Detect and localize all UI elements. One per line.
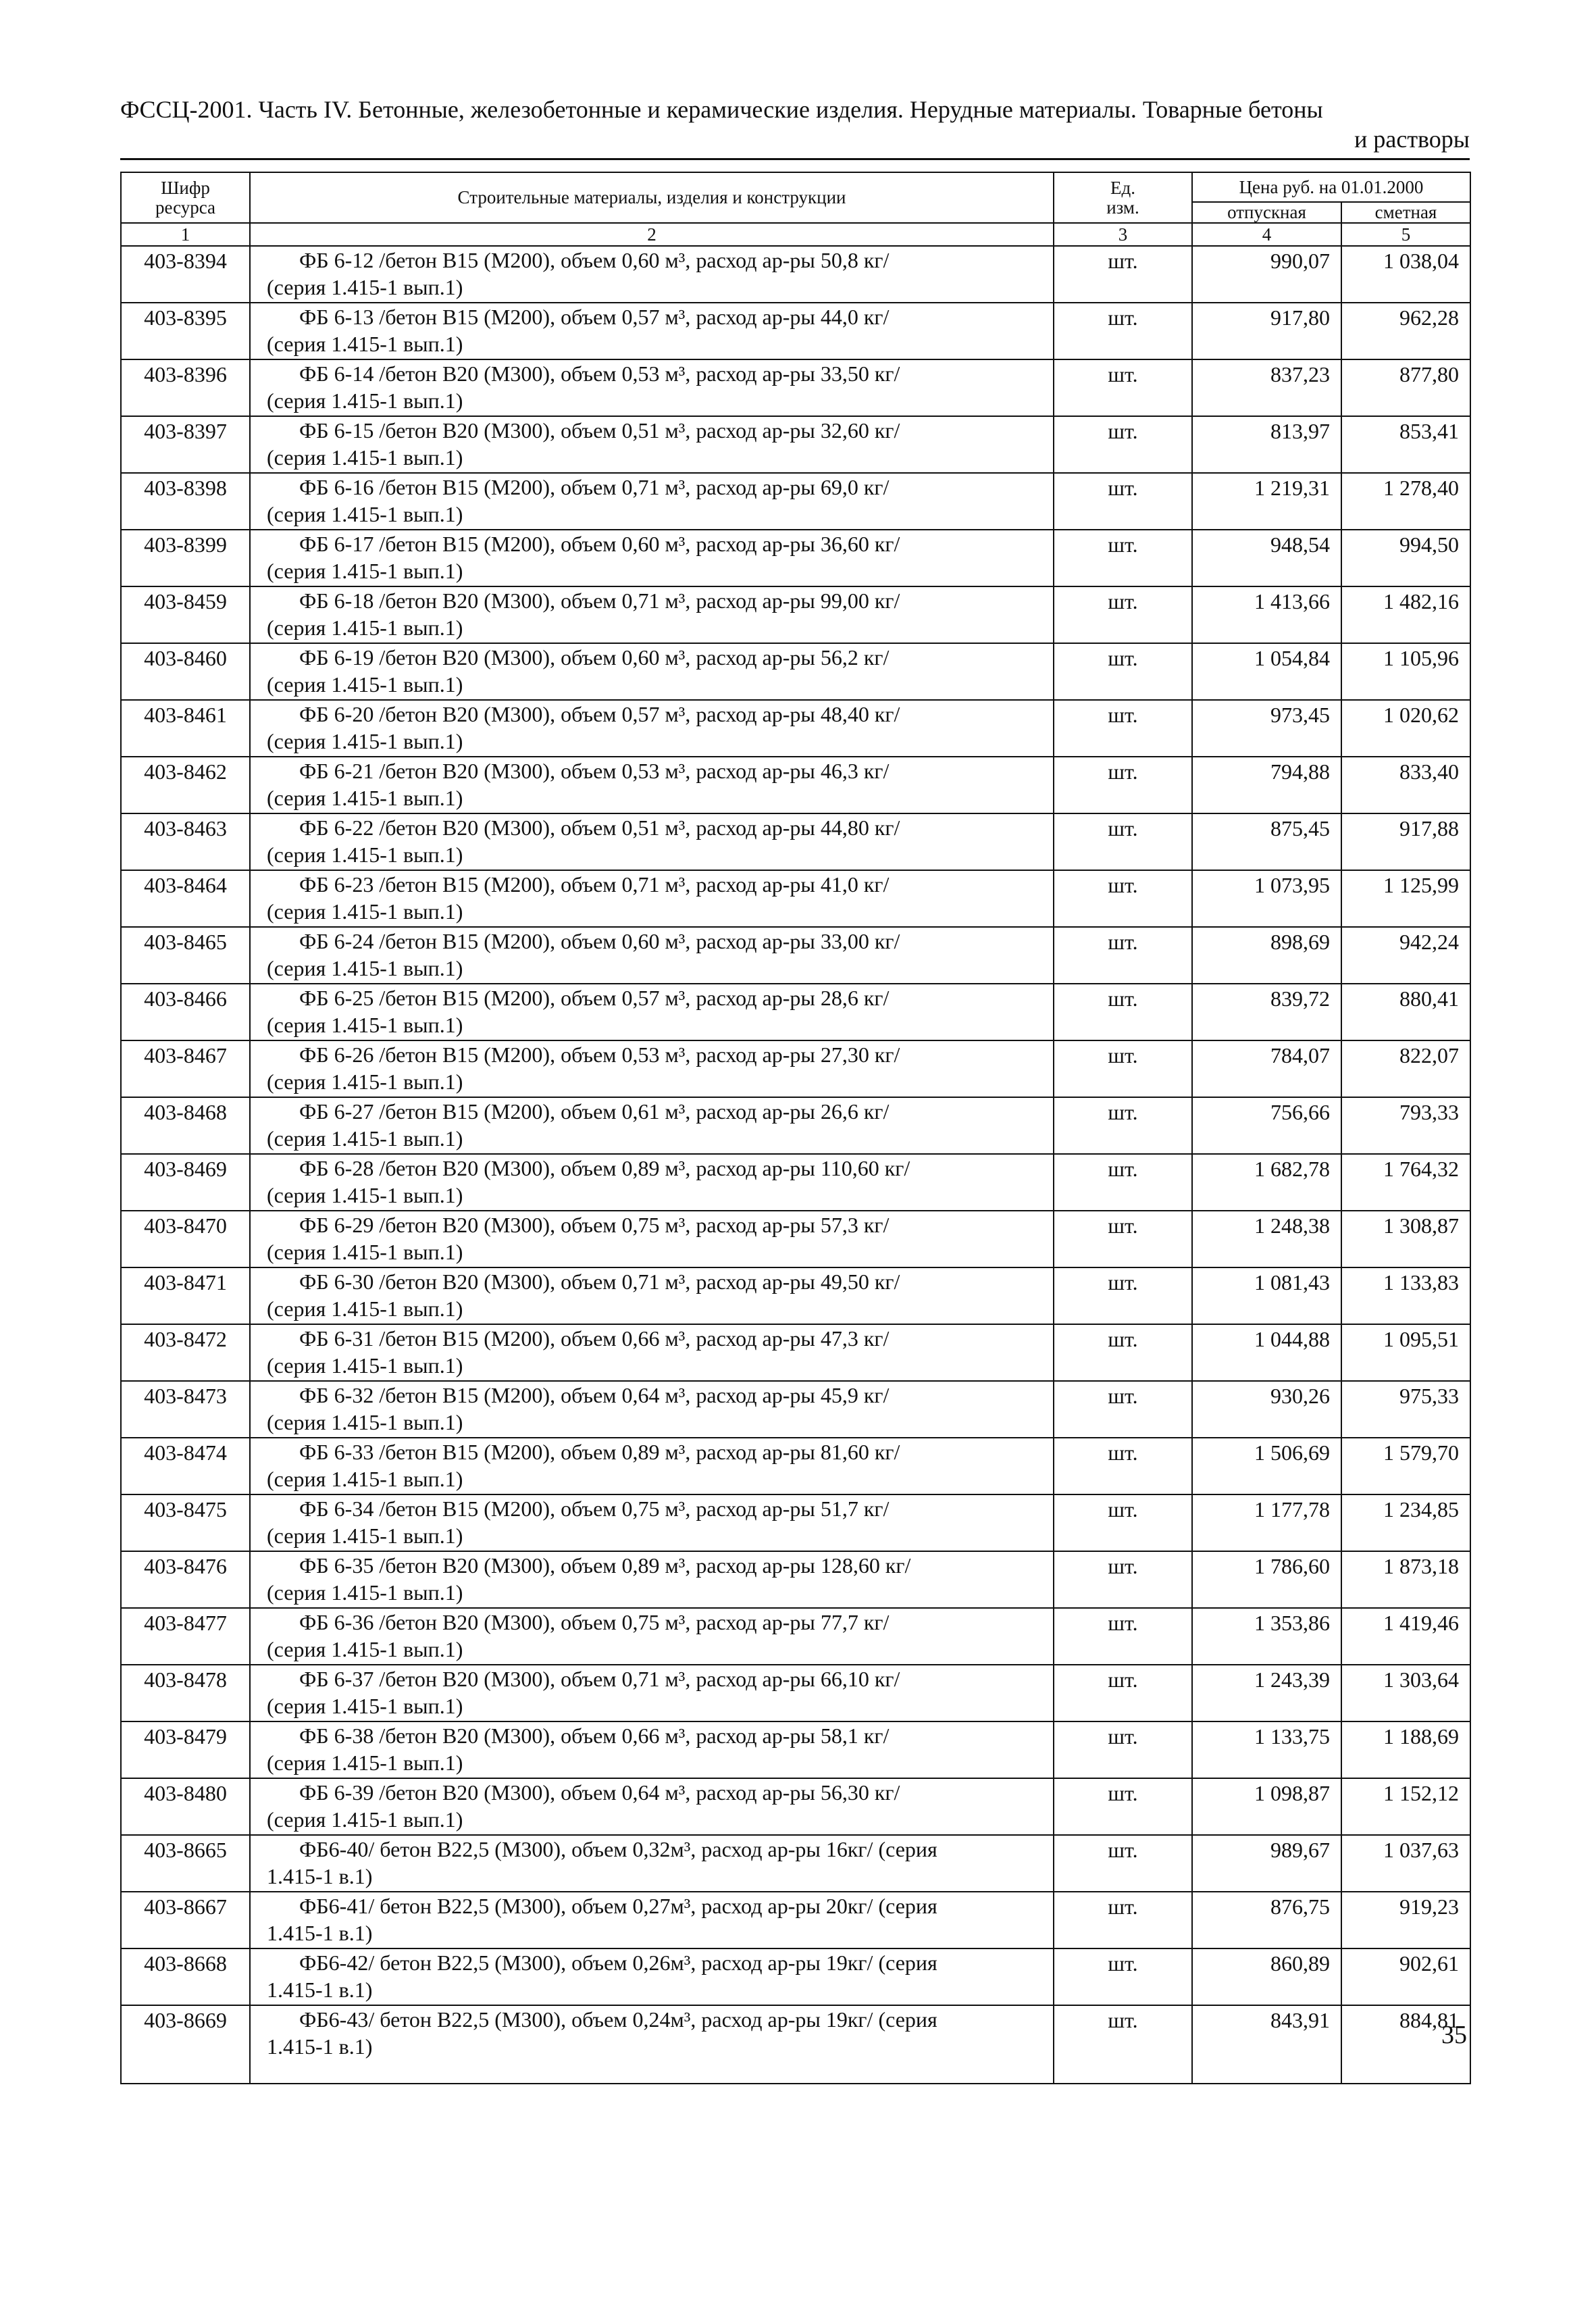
- item-description: [250, 1948, 1054, 2005]
- item-description: [250, 246, 1054, 303]
- release-price: 1 054,84: [1192, 643, 1341, 700]
- unit: шт.: [1054, 757, 1192, 813]
- unit: шт.: [1054, 1608, 1192, 1665]
- unit: шт.: [1054, 1494, 1192, 1551]
- item-description-line1: ФБ6-43/ бетон В22,5 (М300), объем 0,24м³, расход ар-ры 19кг/ (серия: [299, 2007, 937, 2032]
- estimate-price: 880,41: [1341, 984, 1470, 1040]
- item-description-line1: ФБ 6-35 /бетон В20 (М300), объем 0,89 м³, расход ар-ры 128,60 кг/: [299, 1553, 911, 1578]
- item-description: [250, 416, 1054, 473]
- unit: шт.: [1054, 1778, 1192, 1835]
- col-number-5: 5: [1341, 223, 1470, 246]
- item-description-line2: (серия 1.415-1 вып.1): [267, 956, 463, 980]
- release-price: 756,66: [1192, 1097, 1341, 1154]
- item-description-line2: (серия 1.415-1 вып.1): [267, 1183, 463, 1207]
- resource-code: 403-8475: [121, 1494, 250, 1551]
- unit: шт.: [1054, 1665, 1192, 1721]
- estimate-price: 902,61: [1341, 1948, 1470, 2005]
- item-description-line2: (серия 1.415-1 вып.1): [267, 1524, 463, 1548]
- resource-code: 403-8466: [121, 984, 250, 1040]
- release-price: 973,45: [1192, 700, 1341, 757]
- col-header-unit: [1054, 172, 1192, 223]
- unit: шт.: [1054, 473, 1192, 530]
- estimate-price: 942,24: [1341, 927, 1470, 984]
- item-description-line1: ФБ 6-33 /бетон В15 (М200), объем 0,89 м³, расход ар-ры 81,60 кг/: [299, 1440, 900, 1464]
- col-header-estimate-price: сметная: [1341, 202, 1470, 223]
- item-description: [250, 1324, 1054, 1381]
- table-row: [121, 1381, 1470, 1438]
- item-description-line2: (серия 1.415-1 вып.1): [267, 332, 463, 356]
- item-description: [250, 1778, 1054, 1835]
- unit: шт.: [1054, 586, 1192, 643]
- unit: шт.: [1054, 1551, 1192, 1608]
- table-row: [121, 1324, 1470, 1381]
- item-description-line2: (серия 1.415-1 вып.1): [267, 786, 463, 810]
- unit: шт.: [1054, 813, 1192, 870]
- item-description-line2: (серия 1.415-1 вып.1): [267, 1694, 463, 1718]
- item-description: [250, 1097, 1054, 1154]
- unit: шт.: [1054, 1892, 1192, 1948]
- release-price: 1 098,87: [1192, 1778, 1341, 1835]
- col-number-2: 2: [250, 223, 1054, 246]
- resource-code: 403-8463: [121, 813, 250, 870]
- table-row: [121, 303, 1470, 359]
- item-description-line1: ФБ 6-14 /бетон В20 (М300), объем 0,53 м³, расход ар-ры 33,50 кг/: [299, 361, 900, 386]
- item-description-line1: ФБ 6-34 /бетон В15 (М200), объем 0,75 м³, расход ар-ры 51,7 кг/: [299, 1496, 890, 1521]
- resource-code: 403-8665: [121, 1835, 250, 1892]
- header-title-line1: ФССЦ-2001. Часть IV. Бетонные, железобетонные и керамические изделия. Нерудные материалы. Товарные бетоны: [120, 96, 1323, 123]
- estimate-price: 877,80: [1341, 359, 1470, 416]
- item-description-line1: ФБ 6-28 /бетон В20 (М300), объем 0,89 м³, расход ар-ры 110,60 кг/: [299, 1156, 910, 1180]
- resource-code: 403-8397: [121, 416, 250, 473]
- item-description-line1: ФБ 6-22 /бетон В20 (М300), объем 0,51 м³, расход ар-ры 44,80 кг/: [299, 815, 900, 840]
- item-description: [250, 586, 1054, 643]
- item-description-line2: (серия 1.415-1 вып.1): [267, 1013, 463, 1037]
- estimate-price: 1 037,63: [1341, 1835, 1470, 1892]
- unit: шт.: [1054, 1721, 1192, 1778]
- item-description-line1: ФБ 6-20 /бетон В20 (М300), объем 0,57 м³, расход ар-ры 48,40 кг/: [299, 702, 900, 726]
- unit: шт.: [1054, 416, 1192, 473]
- release-price: 1 177,78: [1192, 1494, 1341, 1551]
- unit: шт.: [1054, 303, 1192, 359]
- resource-code: 403-8669: [121, 2005, 250, 2084]
- resource-code: 403-8667: [121, 1892, 250, 1948]
- unit: шт.: [1054, 1835, 1192, 1892]
- release-price: 1 353,86: [1192, 1608, 1341, 1665]
- item-description-line2: (серия 1.415-1 вып.1): [267, 615, 463, 640]
- unit: шт.: [1054, 1097, 1192, 1154]
- item-description-line2: (серия 1.415-1 вып.1): [267, 1807, 463, 1832]
- resource-code: 403-8468: [121, 1097, 250, 1154]
- table-row: [121, 1494, 1470, 1551]
- item-description-line2: (серия 1.415-1 вып.1): [267, 445, 463, 470]
- unit: шт.: [1054, 1267, 1192, 1324]
- item-description-line1: ФБ 6-24 /бетон В15 (М200), объем 0,60 м³, расход ар-ры 33,00 кг/: [299, 929, 900, 953]
- item-description-line2: (серия 1.415-1 вып.1): [267, 1580, 463, 1605]
- col-header-price: Цена руб. на 01.01.2000: [1192, 172, 1470, 202]
- item-description: [250, 1835, 1054, 1892]
- unit: шт.: [1054, 984, 1192, 1040]
- table-row: [121, 359, 1470, 416]
- item-description: [250, 1267, 1054, 1324]
- item-description: [250, 2005, 1054, 2084]
- item-description: [250, 1211, 1054, 1267]
- unit: шт.: [1054, 1040, 1192, 1097]
- item-description: [250, 473, 1054, 530]
- resource-code: 403-8474: [121, 1438, 250, 1494]
- resource-code: 403-8462: [121, 757, 250, 813]
- item-description-line2: (серия 1.415-1 вып.1): [267, 1070, 463, 1094]
- estimate-price: 822,07: [1341, 1040, 1470, 1097]
- item-description-line2: (серия 1.415-1 вып.1): [267, 672, 463, 697]
- table-row: [121, 1211, 1470, 1267]
- item-description-line2: (серия 1.415-1 вып.1): [267, 1410, 463, 1434]
- page-number: 35: [1441, 2021, 1467, 2049]
- release-price: 930,26: [1192, 1381, 1341, 1438]
- item-description: [250, 530, 1054, 586]
- release-price: 1 219,31: [1192, 473, 1341, 530]
- table-row: [121, 1551, 1470, 1608]
- release-price: 875,45: [1192, 813, 1341, 870]
- item-description-line1: ФБ 6-27 /бетон В15 (М200), объем 0,61 м³, расход ар-ры 26,6 кг/: [299, 1099, 890, 1124]
- release-price: 989,67: [1192, 1835, 1341, 1892]
- resource-code: 403-8471: [121, 1267, 250, 1324]
- table-row: [121, 1608, 1470, 1665]
- table-row: [121, 246, 1470, 303]
- resource-code: 403-8477: [121, 1608, 250, 1665]
- estimate-price: 919,23: [1341, 1892, 1470, 1948]
- table-row: [121, 1665, 1470, 1721]
- item-description: [250, 303, 1054, 359]
- estimate-price: 962,28: [1341, 303, 1470, 359]
- unit: шт.: [1054, 530, 1192, 586]
- item-description-line2: (серия 1.415-1 вып.1): [267, 275, 463, 299]
- item-description: [250, 984, 1054, 1040]
- release-price: 784,07: [1192, 1040, 1341, 1097]
- item-description-line2: 1.415-1 в.1): [267, 1921, 373, 1945]
- item-description-line1: ФБ 6-29 /бетон В20 (М300), объем 0,75 м³, расход ар-ры 57,3 кг/: [299, 1213, 890, 1237]
- estimate-price: 1 308,87: [1341, 1211, 1470, 1267]
- resource-code: 403-8479: [121, 1721, 250, 1778]
- estimate-price: 1 579,70: [1341, 1438, 1470, 1494]
- table-row: [121, 1438, 1470, 1494]
- item-description-line2: 1.415-1 в.1): [267, 2034, 373, 2059]
- unit: шт.: [1054, 870, 1192, 927]
- item-description-line2: (серия 1.415-1 вып.1): [267, 1751, 463, 1775]
- release-price: 1 506,69: [1192, 1438, 1341, 1494]
- item-description-line1: ФБ 6-19 /бетон В20 (М300), объем 0,60 м³, расход ар-ры 56,2 кг/: [299, 645, 890, 670]
- item-description-line1: ФБ 6-13 /бетон В15 (М200), объем 0,57 м³, расход ар-ры 44,0 кг/: [299, 305, 890, 329]
- estimate-price: 1 095,51: [1341, 1324, 1470, 1381]
- item-description-line2: 1.415-1 в.1): [267, 1978, 373, 2002]
- estimate-price: 1 038,04: [1341, 246, 1470, 303]
- item-description-line1: ФБ 6-25 /бетон В15 (М200), объем 0,57 м³, расход ар-ры 28,6 кг/: [299, 986, 890, 1010]
- col-number-3: 3: [1054, 223, 1192, 246]
- table-row: [121, 1040, 1470, 1097]
- item-description-line1: ФБ 6-26 /бетон В15 (М200), объем 0,53 м³, расход ар-ры 27,30 кг/: [299, 1042, 900, 1067]
- col-number-1: 1: [121, 223, 250, 246]
- estimate-price: 1 764,32: [1341, 1154, 1470, 1211]
- item-description-line2: (серия 1.415-1 вып.1): [267, 559, 463, 583]
- resource-code: 403-8476: [121, 1551, 250, 1608]
- item-description-line2: (серия 1.415-1 вып.1): [267, 388, 463, 413]
- col-header-description: Строительные материалы, изделия и конструкции: [250, 172, 1054, 223]
- estimate-price: 1 234,85: [1341, 1494, 1470, 1551]
- release-price: 794,88: [1192, 757, 1341, 813]
- item-description-line1: ФБ 6-39 /бетон В20 (М300), объем 0,64 м³, расход ар-ры 56,30 кг/: [299, 1780, 900, 1805]
- resource-code: 403-8464: [121, 870, 250, 927]
- col-header-unit-line1: Ед.: [1110, 177, 1135, 198]
- item-description-line1: ФБ6-40/ бетон В22,5 (М300), объем 0,32м³, расход ар-ры 16кг/ (серия: [299, 1837, 937, 1861]
- release-price: 1 081,43: [1192, 1267, 1341, 1324]
- unit: шт.: [1054, 1154, 1192, 1211]
- table-row: [121, 813, 1470, 870]
- release-price: 839,72: [1192, 984, 1341, 1040]
- release-price: 843,91: [1192, 2005, 1341, 2084]
- release-price: 876,75: [1192, 1892, 1341, 1948]
- price-table: [120, 172, 1471, 2084]
- item-description: [250, 1721, 1054, 1778]
- resource-code: 403-8396: [121, 359, 250, 416]
- col-header-release-price: отпускная: [1192, 202, 1341, 223]
- table-row: [121, 473, 1470, 530]
- release-price: 990,07: [1192, 246, 1341, 303]
- estimate-price: 1 873,18: [1341, 1551, 1470, 1608]
- item-description-line1: ФБ 6-37 /бетон В20 (М300), объем 0,71 м³, расход ар-ры 66,10 кг/: [299, 1667, 900, 1691]
- release-price: 898,69: [1192, 927, 1341, 984]
- item-description-line1: ФБ 6-16 /бетон В15 (М200), объем 0,71 м³, расход ар-ры 69,0 кг/: [299, 475, 890, 499]
- unit: шт.: [1054, 700, 1192, 757]
- resource-code: 403-8668: [121, 1948, 250, 2005]
- item-description: [250, 643, 1054, 700]
- unit: шт.: [1054, 1324, 1192, 1381]
- release-price: 813,97: [1192, 416, 1341, 473]
- resource-code: 403-8480: [121, 1778, 250, 1835]
- release-price: 1 243,39: [1192, 1665, 1341, 1721]
- resource-code: 403-8465: [121, 927, 250, 984]
- table-row: [121, 1835, 1470, 1892]
- estimate-price: 833,40: [1341, 757, 1470, 813]
- resource-code: 403-8472: [121, 1324, 250, 1381]
- release-price: 860,89: [1192, 1948, 1341, 2005]
- item-description: [250, 1438, 1054, 1494]
- item-description: [250, 1381, 1054, 1438]
- release-price: 917,80: [1192, 303, 1341, 359]
- estimate-price: 884,81: [1341, 2005, 1470, 2084]
- resource-code: 403-8395: [121, 303, 250, 359]
- item-description: [250, 700, 1054, 757]
- item-description: [250, 1665, 1054, 1721]
- item-description: [250, 813, 1054, 870]
- item-description-line2: (серия 1.415-1 вып.1): [267, 1297, 463, 1321]
- estimate-price: 853,41: [1341, 416, 1470, 473]
- table-row: [121, 416, 1470, 473]
- col-header-code-line1: Шифр: [161, 177, 210, 198]
- release-price: 1 073,95: [1192, 870, 1341, 927]
- resource-code: 403-8469: [121, 1154, 250, 1211]
- item-description: [250, 359, 1054, 416]
- item-description: [250, 1040, 1054, 1097]
- resource-code: 403-8394: [121, 246, 250, 303]
- item-description: [250, 927, 1054, 984]
- table-row: [121, 700, 1470, 757]
- estimate-price: 1 303,64: [1341, 1665, 1470, 1721]
- estimate-price: 1 482,16: [1341, 586, 1470, 643]
- table-row: [121, 643, 1470, 700]
- release-price: 837,23: [1192, 359, 1341, 416]
- item-description-line2: (серия 1.415-1 вып.1): [267, 1637, 463, 1661]
- estimate-price: 917,88: [1341, 813, 1470, 870]
- table-row: [121, 1948, 1470, 2005]
- estimate-price: 1 133,83: [1341, 1267, 1470, 1324]
- unit: шт.: [1054, 1381, 1192, 1438]
- col-header-code-line2: ресурса: [155, 197, 216, 218]
- item-description-line1: ФБ 6-30 /бетон В20 (М300), объем 0,71 м³, расход ар-ры 49,50 кг/: [299, 1269, 900, 1294]
- estimate-price: 1 105,96: [1341, 643, 1470, 700]
- release-price: 1 044,88: [1192, 1324, 1341, 1381]
- estimate-price: 1 188,69: [1341, 1721, 1470, 1778]
- item-description-line1: ФБ 6-32 /бетон В15 (М200), объем 0,64 м³, расход ар-ры 45,9 кг/: [299, 1383, 890, 1407]
- header-rule: [120, 158, 1470, 160]
- table-row: [121, 586, 1470, 643]
- table-row: [121, 1721, 1470, 1778]
- item-description-line1: ФБ 6-36 /бетон В20 (М300), объем 0,75 м³, расход ар-ры 77,7 кг/: [299, 1610, 890, 1634]
- table-row: [121, 1267, 1470, 1324]
- release-price: 1 248,38: [1192, 1211, 1341, 1267]
- release-price: 948,54: [1192, 530, 1341, 586]
- col-number-4: 4: [1192, 223, 1341, 246]
- unit: шт.: [1054, 1211, 1192, 1267]
- estimate-price: 1 020,62: [1341, 700, 1470, 757]
- table-row: [121, 1097, 1470, 1154]
- estimate-price: 1 419,46: [1341, 1608, 1470, 1665]
- release-price: 1 682,78: [1192, 1154, 1341, 1211]
- table-row: [121, 2005, 1470, 2084]
- estimate-price: 1 278,40: [1341, 473, 1470, 530]
- unit: шт.: [1054, 1438, 1192, 1494]
- item-description-line2: (серия 1.415-1 вып.1): [267, 842, 463, 867]
- release-price: 1 413,66: [1192, 586, 1341, 643]
- item-description: [250, 1551, 1054, 1608]
- header-title-line2: и растворы: [1354, 126, 1470, 153]
- table-row: [121, 1154, 1470, 1211]
- unit: шт.: [1054, 1948, 1192, 2005]
- table-row: [121, 530, 1470, 586]
- item-description-line2: (серия 1.415-1 вып.1): [267, 899, 463, 924]
- page-header: [120, 95, 1470, 154]
- resource-code: 403-8398: [121, 473, 250, 530]
- item-description: [250, 1892, 1054, 1948]
- item-description-line1: ФБ 6-18 /бетон В20 (М300), объем 0,71 м³, расход ар-ры 99,00 кг/: [299, 588, 900, 613]
- item-description-line1: ФБ6-41/ бетон В22,5 (М300), объем 0,27м³, расход ар-ры 20кг/ (серия: [299, 1894, 937, 1918]
- resource-code: 403-8478: [121, 1665, 250, 1721]
- item-description-line2: (серия 1.415-1 вып.1): [267, 1240, 463, 1264]
- estimate-price: 975,33: [1341, 1381, 1470, 1438]
- table-row: [121, 1892, 1470, 1948]
- item-description-line1: ФБ6-42/ бетон В22,5 (М300), объем 0,26м³, расход ар-ры 19кг/ (серия: [299, 1951, 937, 1975]
- estimate-price: 793,33: [1341, 1097, 1470, 1154]
- table-body: [121, 246, 1470, 2084]
- table-row: [121, 927, 1470, 984]
- release-price: 1 133,75: [1192, 1721, 1341, 1778]
- table-row: [121, 757, 1470, 813]
- item-description-line2: (серия 1.415-1 вып.1): [267, 502, 463, 526]
- unit: шт.: [1054, 246, 1192, 303]
- resource-code: 403-8461: [121, 700, 250, 757]
- table-row: [121, 870, 1470, 927]
- item-description-line1: ФБ 6-17 /бетон В15 (М200), объем 0,60 м³, расход ар-ры 36,60 кг/: [299, 532, 900, 556]
- resource-code: 403-8470: [121, 1211, 250, 1267]
- resource-code: 403-8459: [121, 586, 250, 643]
- resource-code: 403-8467: [121, 1040, 250, 1097]
- col-header-unit-line2: изм.: [1106, 197, 1139, 218]
- table-row: [121, 1778, 1470, 1835]
- item-description-line1: ФБ 6-23 /бетон В15 (М200), объем 0,71 м³, расход ар-ры 41,0 кг/: [299, 872, 890, 897]
- table-row: [121, 984, 1470, 1040]
- item-description-line2: (серия 1.415-1 вып.1): [267, 1353, 463, 1378]
- resource-code: 403-8460: [121, 643, 250, 700]
- unit: шт.: [1054, 927, 1192, 984]
- unit: шт.: [1054, 2005, 1192, 2084]
- item-description-line1: ФБ 6-31 /бетон В15 (М200), объем 0,66 м³, расход ар-ры 47,3 кг/: [299, 1326, 890, 1351]
- resource-code: 403-8473: [121, 1381, 250, 1438]
- item-description-line2: (серия 1.415-1 вып.1): [267, 1467, 463, 1491]
- unit: шт.: [1054, 359, 1192, 416]
- item-description-line1: ФБ 6-15 /бетон В20 (М300), объем 0,51 м³, расход ар-ры 32,60 кг/: [299, 418, 900, 443]
- estimate-price: 1 125,99: [1341, 870, 1470, 927]
- resource-code: 403-8399: [121, 530, 250, 586]
- item-description: [250, 870, 1054, 927]
- estimate-price: 1 152,12: [1341, 1778, 1470, 1835]
- item-description-line2: (серия 1.415-1 вып.1): [267, 1126, 463, 1151]
- item-description: [250, 1494, 1054, 1551]
- item-description: [250, 1154, 1054, 1211]
- item-description-line1: ФБ 6-21 /бетон В20 (М300), объем 0,53 м³, расход ар-ры 46,3 кг/: [299, 759, 890, 783]
- item-description-line1: ФБ 6-38 /бетон В20 (М300), объем 0,66 м³, расход ар-ры 58,1 кг/: [299, 1724, 890, 1748]
- item-description-line2: 1.415-1 в.1): [267, 1864, 373, 1888]
- unit: шт.: [1054, 643, 1192, 700]
- item-description-line2: (серия 1.415-1 вып.1): [267, 729, 463, 753]
- item-description-line1: ФБ 6-12 /бетон В15 (М200), объем 0,60 м³, расход ар-ры 50,8 кг/: [299, 248, 890, 272]
- estimate-price: 994,50: [1341, 530, 1470, 586]
- release-price: 1 786,60: [1192, 1551, 1341, 1608]
- item-description: [250, 757, 1054, 813]
- col-header-code: [121, 172, 250, 223]
- item-description: [250, 1608, 1054, 1665]
